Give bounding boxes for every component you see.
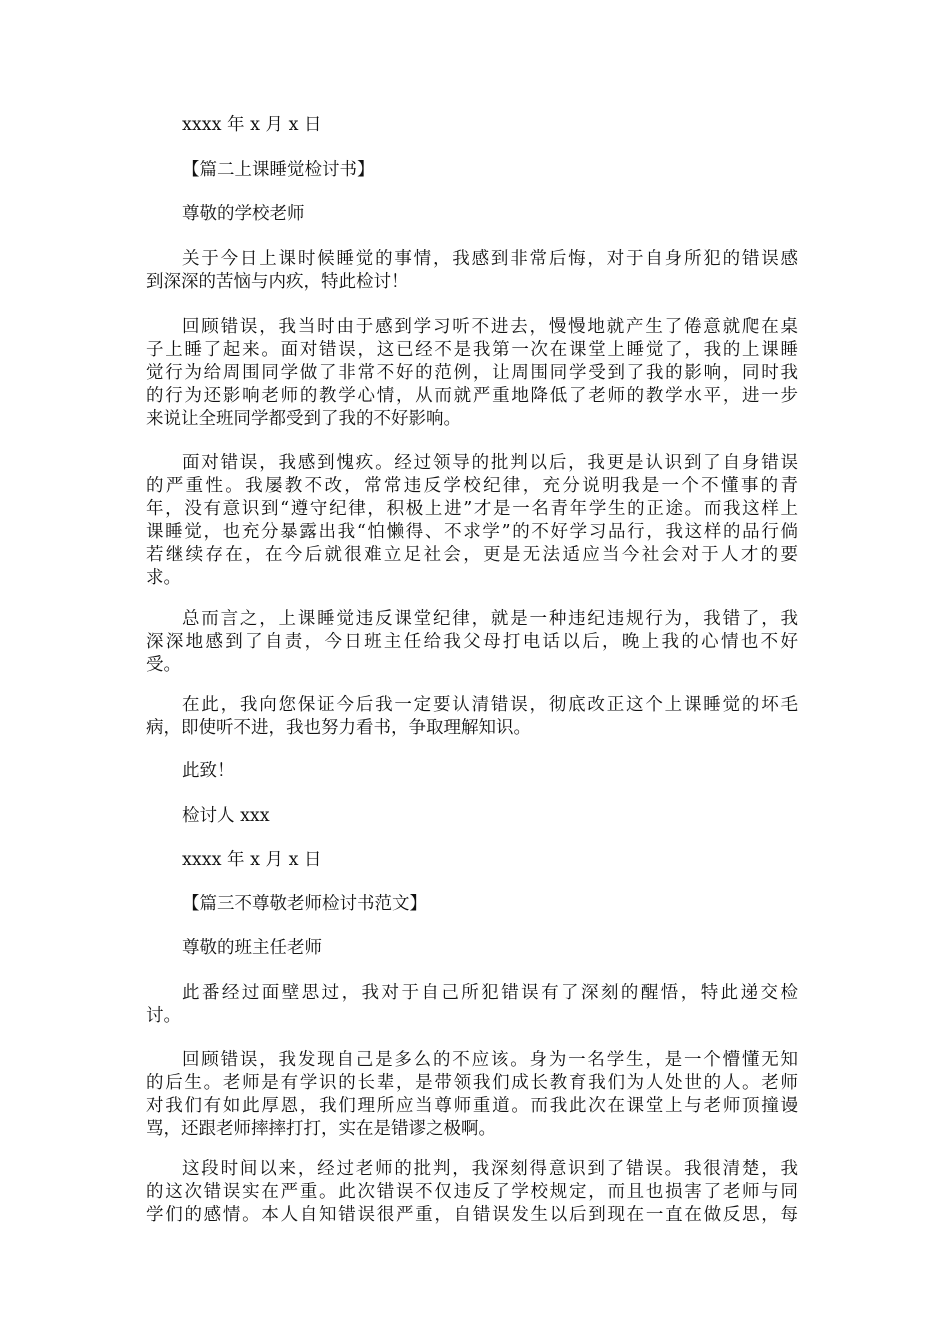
paragraph-line: 求。 — [146, 568, 181, 588]
paragraph-line: 在此，我向您保证今后我一定要认清错误，彻底改正这个上课睡觉的坏毛 — [182, 695, 798, 715]
signature-line: 检讨人 xxx — [182, 806, 270, 826]
paragraph-line: 若继续存在，在今后就很难立足社会，更是无法适应当今社会对于人才的要 — [146, 545, 798, 565]
paragraph-line: 对我们有如此厚恩，我们理所应当尊师重道。而我此次在课堂上与老师顶撞谩 — [146, 1096, 798, 1116]
salutation: 尊敬的班主任老师 — [182, 938, 322, 958]
paragraph-line: 总而言之，上课睡觉违反课堂纪律，就是一种违纪违规行为，我错了，我 — [182, 609, 798, 629]
paragraph-line: 回顾错误，我发现自己是多么的不应该。身为一名学生，是一个懵懂无知 — [182, 1050, 798, 1070]
paragraph-line: 面对错误，我感到愧疚。经过领导的批判以后，我更是认识到了自身错误 — [182, 453, 798, 473]
paragraph-line: 这段时间以来，经过老师的批判，我深刻得意识到了错误。我很清楚，我 — [182, 1159, 798, 1179]
paragraph-line: 的严重性。我屡教不改，常常违反学校纪律，充分说明我是一个不懂事的青 — [146, 476, 798, 496]
date-line: xxxx 年 x 月 x 日 — [182, 850, 322, 870]
section-heading: 【篇二上课睡觉检讨书】 — [182, 160, 375, 180]
paragraph-line: 骂，还跟老师摔摔打打，实在是错谬之极啊。 — [146, 1119, 496, 1139]
closing-line: 此致！ — [182, 761, 235, 781]
paragraph-line: 学们的感情。本人自知错误很严重，自错误发生以后到现在一直在做反思，每 — [146, 1205, 798, 1225]
paragraph-line: 受。 — [146, 655, 181, 675]
salutation: 尊敬的学校老师 — [182, 204, 305, 224]
paragraph-line: 关于今日上课时候睡觉的事情，我感到非常后悔，对于自身所犯的错误感 — [182, 249, 798, 269]
paragraph-line: 子上睡了起来。面对错误，这已经不是我第一次在课堂上睡觉了，我的上课睡 — [146, 340, 798, 360]
paragraph-line: 觉行为给周围同学做了非常不好的范例，让周围同学受到了我的影响，同时我 — [146, 363, 798, 383]
paragraph-line: 此番经过面壁思过，我对于自己所犯错误有了深刻的醒悟，特此递交检 — [182, 983, 798, 1003]
paragraph-line: 回顾错误，我当时由于感到学习听不进去，慢慢地就产生了倦意就爬在桌 — [182, 317, 798, 337]
paragraph-line: 来说让全班同学都受到了我的不好影响。 — [146, 409, 461, 429]
paragraph-line: 病，即使听不进，我也努力看书，争取理解知识。 — [146, 718, 531, 738]
date-line: xxxx 年 x 月 x 日 — [182, 115, 322, 135]
paragraph-line: 讨。 — [146, 1006, 181, 1026]
paragraph-line: 的这次错误实在严重。此次错误不仅违反了学校规定，而且也损害了老师与同 — [146, 1182, 798, 1202]
paragraph-line: 深深地感到了自责，今日班主任给我父母打电话以后，晚上我的心情也不好 — [146, 632, 798, 652]
paragraph-line: 到深深的苦恼与内疚，特此检讨！ — [146, 272, 409, 292]
paragraph-line: 课睡觉，也充分暴露出我“怕懒得、不求学”的不好学习品行，我这样的品行倘 — [146, 522, 798, 542]
section-heading: 【篇三不尊敬老师检讨书范文】 — [182, 894, 427, 914]
paragraph-line: 年，没有意识到“遵守纪律，积极上进”才是一名青年学生的正途。而我这样上 — [146, 499, 798, 519]
paragraph-line: 的行为还影响老师的教学心情，从而就严重地降低了老师的教学水平，进一步 — [146, 386, 798, 406]
paragraph-line: 的后生。老师是有学识的长辈，是带领我们成长教育我们为人处世的人。老师 — [146, 1073, 798, 1093]
